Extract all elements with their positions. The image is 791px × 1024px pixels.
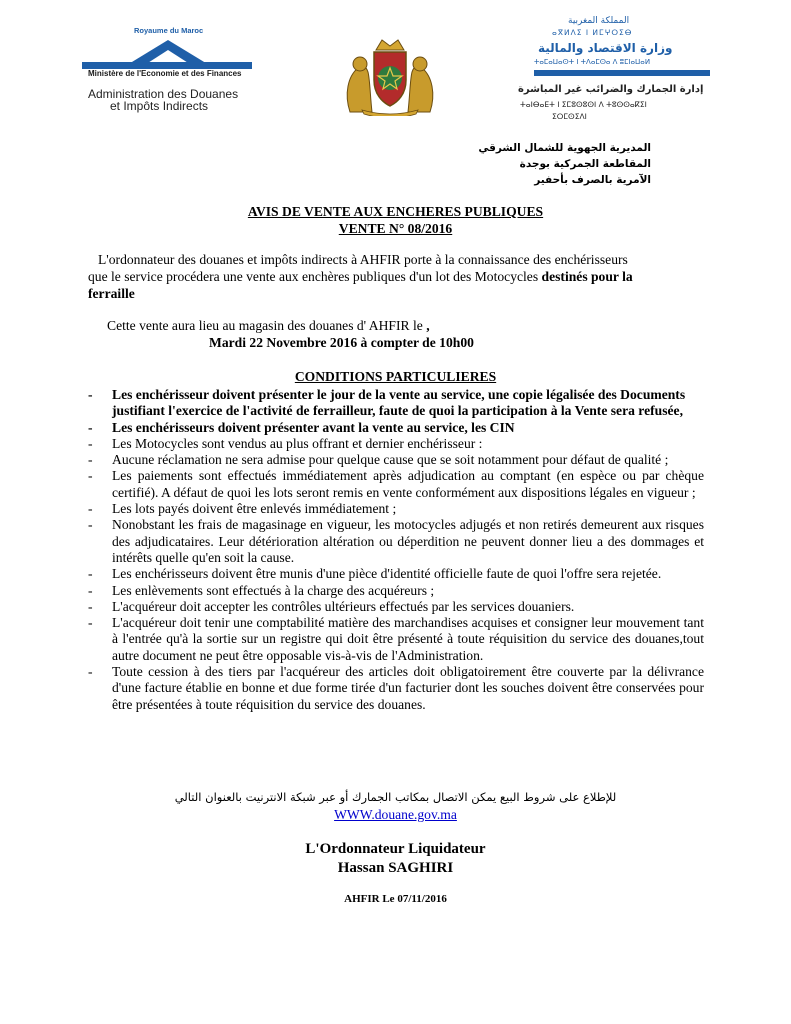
list-dash: - (88, 387, 93, 402)
condition-item (88, 517, 704, 566)
sale-number: VENTE N° 08/2016 (338, 221, 453, 236)
sale-date-time: Mardi 22 Novembre 2016 à compter de 10h00 (209, 335, 474, 350)
intro-line2 (88, 268, 633, 285)
venue-text: Cette vente aura lieu au magasin des douanes d' AHFIR le (107, 318, 427, 333)
signatory-name: Hassan SAGHIRI (337, 860, 454, 876)
condition-item (88, 501, 704, 517)
conditions-heading: CONDITIONS PARTICULIERES (294, 369, 497, 384)
intro-line3: ferraille (88, 286, 135, 301)
condition-text: L'acquéreur doit accepter les contrôles ultérieurs effectués par les services douaniers. (112, 598, 575, 614)
ar-ministry: وزارة الاقتصاد والمالية (538, 41, 673, 55)
ar-address-line2: المقاطعة الجمركية بوجدة (519, 158, 651, 170)
ministry-name: Ministère de l'Economie et des Finances (88, 69, 242, 78)
ministry-roof-icon (82, 34, 252, 70)
condition-text: Les enchérisseurs doivent présenter avant la vente au service, les CIN (112, 419, 515, 435)
ministry-arabic-logo (512, 16, 712, 124)
list-dash: - (88, 615, 93, 631)
condition-item (88, 436, 704, 452)
condition-text: Les lots payés doivent être enlevés immédiatement ; (112, 501, 397, 517)
venue-line1 (107, 317, 430, 334)
condition-text: Les Motocycles sont vendus au plus offrant et dernier enchérisseur : (112, 435, 483, 451)
admin-name-line2: et Impôts Indirects (110, 99, 209, 113)
condition-item (88, 420, 704, 436)
list-dash: - (88, 517, 93, 533)
condition-text: Les enlèvements sont effectués à la charge des acquéreurs ; (112, 582, 435, 598)
conditions-list (88, 387, 704, 713)
arabic-info-line: للإطلاع على شروط البيع يمكن الاتصال بمكاتب الجمارك أو عبر شبكة الانترنيت بالعنوان التالي (174, 790, 617, 804)
condition-item (88, 387, 704, 420)
condition-item (88, 599, 704, 615)
signatory-title: L'Ordonnateur Liquidateur (305, 841, 486, 857)
condition-item (88, 664, 704, 713)
list-dash: - (88, 664, 93, 680)
royal-coat-of-arms-icon (340, 34, 440, 116)
condition-text: Nonobstant les frais de magasinage en vigueur, les motocycles adjugés et non retirés demeurent aux risques des adjudicataires. Leur détérioration altération ou déperdition ne peuvent donner lieu a des dommages et intérêts quelle qu'en soit la cause. (112, 517, 704, 565)
tif-admin-2: ⵉⵔⵎⵙⵉⴷⵏ (552, 112, 587, 121)
condition-item (88, 468, 704, 501)
intro-line2-text: que le service procédera une vente aux enchères publiques d'un lot des Motocycles (88, 269, 542, 284)
list-dash: - (88, 435, 93, 451)
condition-text: Toute cession à des tiers par l'acquéreur des articles doit obligatoirement être couverte par la délivrance d'une facture établie en bonne et due forme tirée d'un facturier dont les souches doivent être conservées pour être présentées à toute réquisition du service des douanes. (112, 664, 704, 712)
condition-text: Les enchérisseur doivent présenter le jour de la vente au service, une copie légalisée des Documents justifiant l'exercice de l'activité de ferrailleur, faute de quoi la participation à la Vente sera refusée, (112, 387, 686, 419)
condition-item (88, 452, 704, 468)
condition-item (88, 615, 704, 664)
arabic-address-block (478, 140, 651, 188)
admin-name-line1: Administration des Douanes (88, 87, 239, 101)
list-dash: - (88, 582, 93, 598)
ministry-logo (82, 26, 257, 118)
venue-comma: , (426, 318, 430, 333)
condition-text: Les enchérisseurs doivent être munis d'une pièce d'identité officielle faute de quoi l'offre sera rejetée. (112, 566, 662, 582)
condition-text: Aucune réclamation ne sera admise pour quelque cause que se soit notamment pour défaut de qualité ; (112, 452, 669, 468)
list-dash: - (88, 501, 93, 517)
tif-ministry: ⵜⴰⵎⴰⵡⴰⵙⵜ ⵏ ⵜⴷⴰⵎⵙⴰ ⴷ ⵓⵎⵏⴰⵡⴰⵍ (534, 58, 651, 66)
royaume-label: Royaume du Maroc (134, 26, 204, 35)
intro-line1: L'ordonnateur des douanes et impôts indirects à AHFIR porte à la connaissance des enchérisseurs (98, 252, 628, 267)
condition-item (88, 583, 704, 599)
condition-text: Les paiements sont effectués immédiatement après adjudication au comptant (en espèce ou par chèque certifié). A défaut de quoi les lots seront remis en vente conformément aux dispositions légales en vigueur ; (112, 468, 704, 500)
intro-line2-bold: destinés pour la (541, 269, 633, 284)
ar-admin: إدارة الجمارك والضرائب غير المباشرة (518, 84, 704, 95)
ar-address-line3: الآمرية بالصرف بأحفير (534, 174, 651, 186)
notice-title: AVIS DE VENTE AUX ENCHERES PUBLIQUES (247, 204, 544, 219)
list-dash: - (88, 566, 93, 582)
list-dash: - (88, 598, 93, 614)
list-dash: - (88, 452, 93, 468)
tif-kingdom: ⴰⴳⵍⴷⵉ ⵏ ⵍⵎⵖⵔⵉⴱ (552, 28, 633, 37)
list-dash: - (88, 468, 93, 484)
ar-kingdom: المملكة المغربية (568, 16, 630, 26)
document-date: AHFIR Le 07/11/2016 (344, 893, 447, 905)
list-dash: - (88, 419, 93, 435)
douane-website-link[interactable]: WWW.douane.gov.ma (334, 807, 457, 822)
condition-text: L'acquéreur doit tenir une comptabilité matière des marchandises acquises et consigner leur mouvement tant à l'entrée qu'à la sortie sur un registre qui doit être présenté à toute réquisition du service des douanes,tout autre document ne peut être opposable vis-à-vis de l'Administration. (112, 615, 704, 663)
ar-address-line1: المديرية الجهوية للشمال الشرقي (478, 142, 651, 154)
tif-admin-1: ⵜⴰⵏⴱⴰⴹⵜ ⵏ ⵉⵎⵓⵙⵓⵙⵏ ⴷ ⵜⵓⵙⵙⴰⴽⵉⵏ (520, 100, 647, 109)
condition-item (88, 566, 704, 582)
ministry-bar-icon (534, 68, 710, 78)
